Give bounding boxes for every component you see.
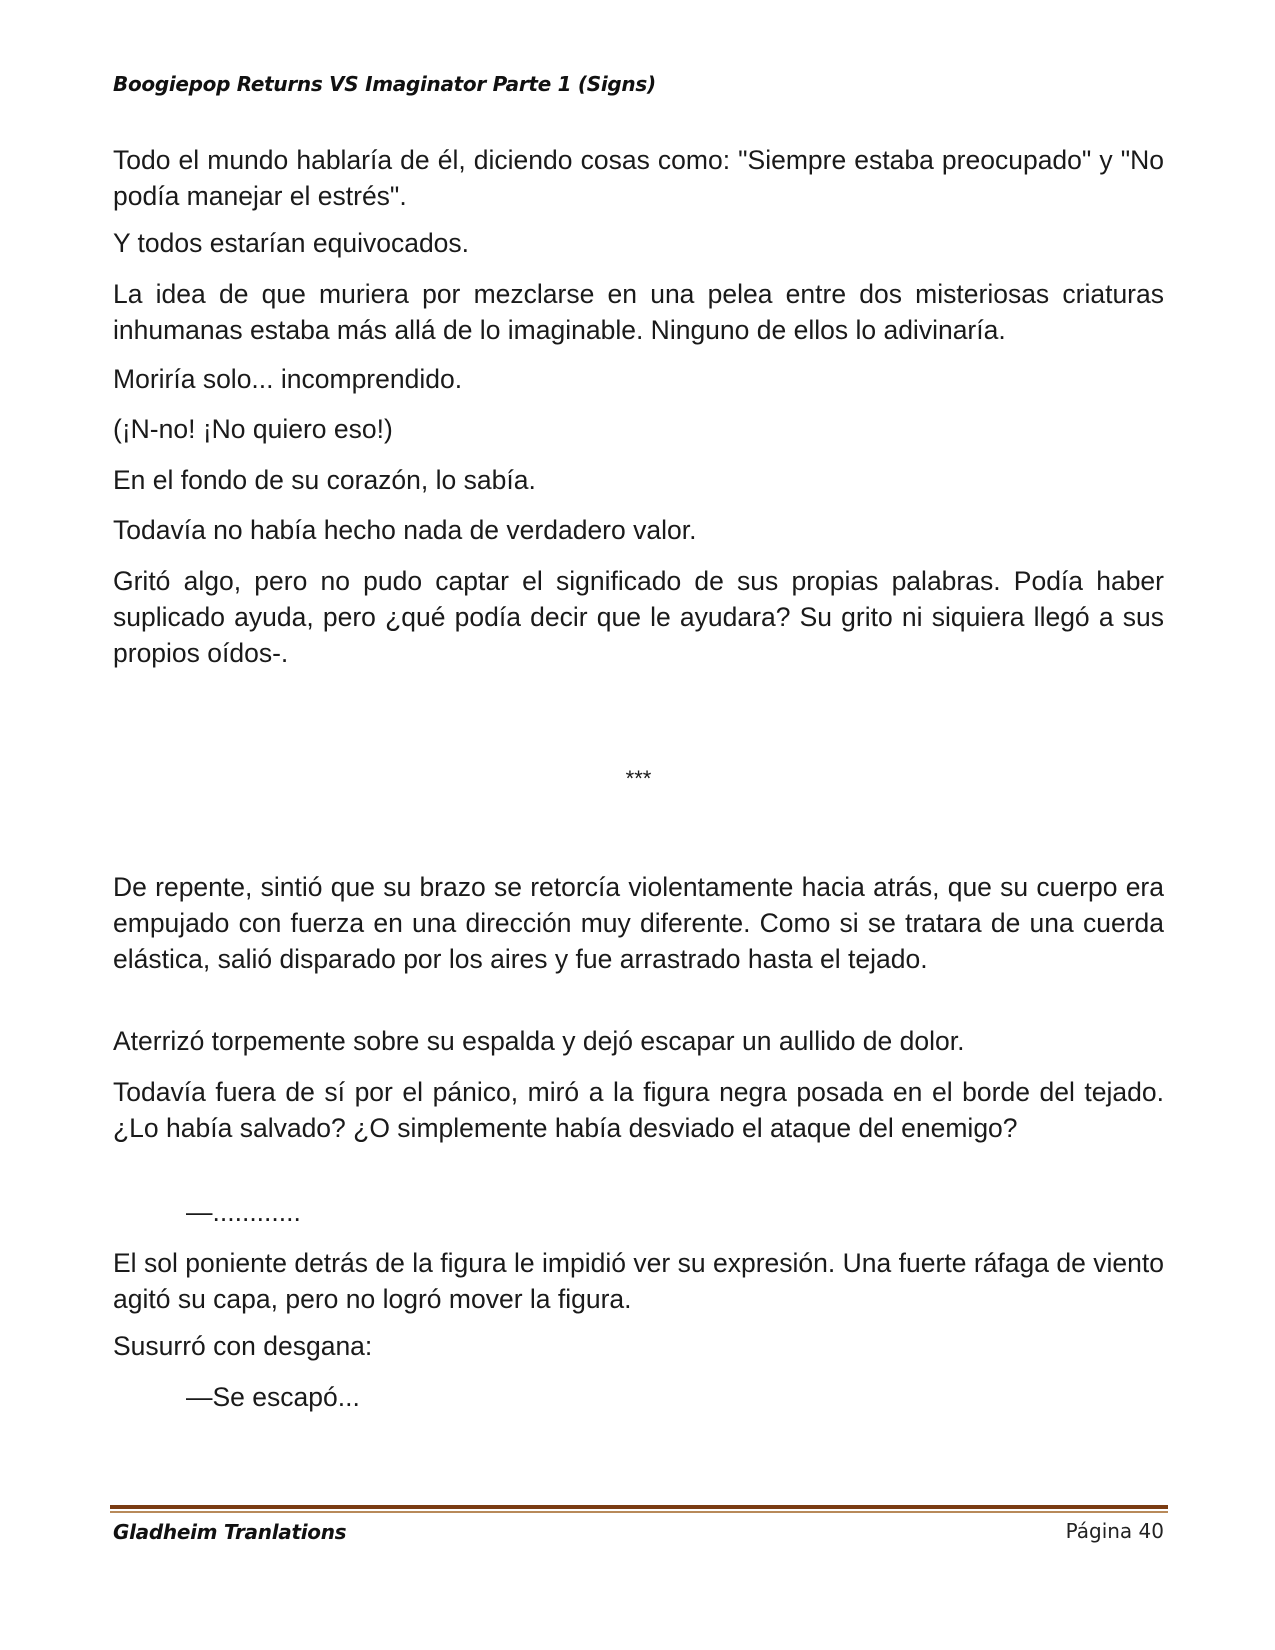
paragraph-9: De repente, sintió que su brazo se retorcía violentamente hacia atrás, que su cuerpo era empujado con fuerza en una dirección muy diferente. Como si se tratara de una cuerda elástica, salió disparado por los aires y fue arrastrado hasta el tejado. [113,872,1164,974]
footer-rule-thick [110,1505,1168,1509]
paragraph-13: Susurró con desgana: [113,1331,373,1361]
paragraph-11: Todavía fuera de sí por el pánico, miró a la figura negra posada en el borde del tejado. ¿Lo había salvado? ¿O simplemente había desviado el ataque del enemigo? [113,1077,1164,1143]
scene-separator: *** [625,766,652,791]
footer-rule-thin [110,1511,1168,1513]
paragraph-3: La idea de que muriera por mezclarse en una pelea entre dos misteriosas criaturas inhumanas estaba más allá de lo imaginable. Ninguno de ellos lo adivinaría. [113,279,1164,345]
paragraph-12: El sol poniente detrás de la figura le impidió ver su expresión. Una fuerte ráfaga de viento agitó su capa, pero no logró mover la figura. [113,1248,1164,1314]
page-number: Página 40 [1065,1519,1164,1543]
dialogue-line-2: —Se escapó... [186,1382,360,1412]
paragraph-6: En el fondo de su corazón, lo sabía. [113,465,536,495]
running-header-title: Boogiepop Returns VS Imaginator Parte 1 (Signs) [113,72,656,96]
paragraph-8: Gritó algo, pero no pudo captar el significado de sus propias palabras. Podía haber suplicado ayuda, pero ¿qué podía decir que le ayudara? Su grito ni siquiera llegó a sus propios oídos-. [113,566,1164,668]
paragraph-10: Aterrizó torpemente sobre su espalda y dejó escapar un aullido de dolor. [113,1026,965,1056]
paragraph-5: (¡N-no! ¡No quiero eso!) [113,414,393,444]
paragraph-7: Todavía no había hecho nada de verdadero valor. [113,515,697,545]
footer-credit: Gladheim Tranlations [113,1520,347,1544]
dialogue-line-1: —............ [186,1197,301,1227]
paragraph-2: Y todos estarían equivocados. [113,228,470,258]
paragraph-1: Todo el mundo hablaría de él, diciendo cosas como: "Siempre estaba preocupado" y "No podía manejar el estrés". [113,145,1164,211]
paragraph-4: Moriría solo... incomprendido. [113,364,463,394]
